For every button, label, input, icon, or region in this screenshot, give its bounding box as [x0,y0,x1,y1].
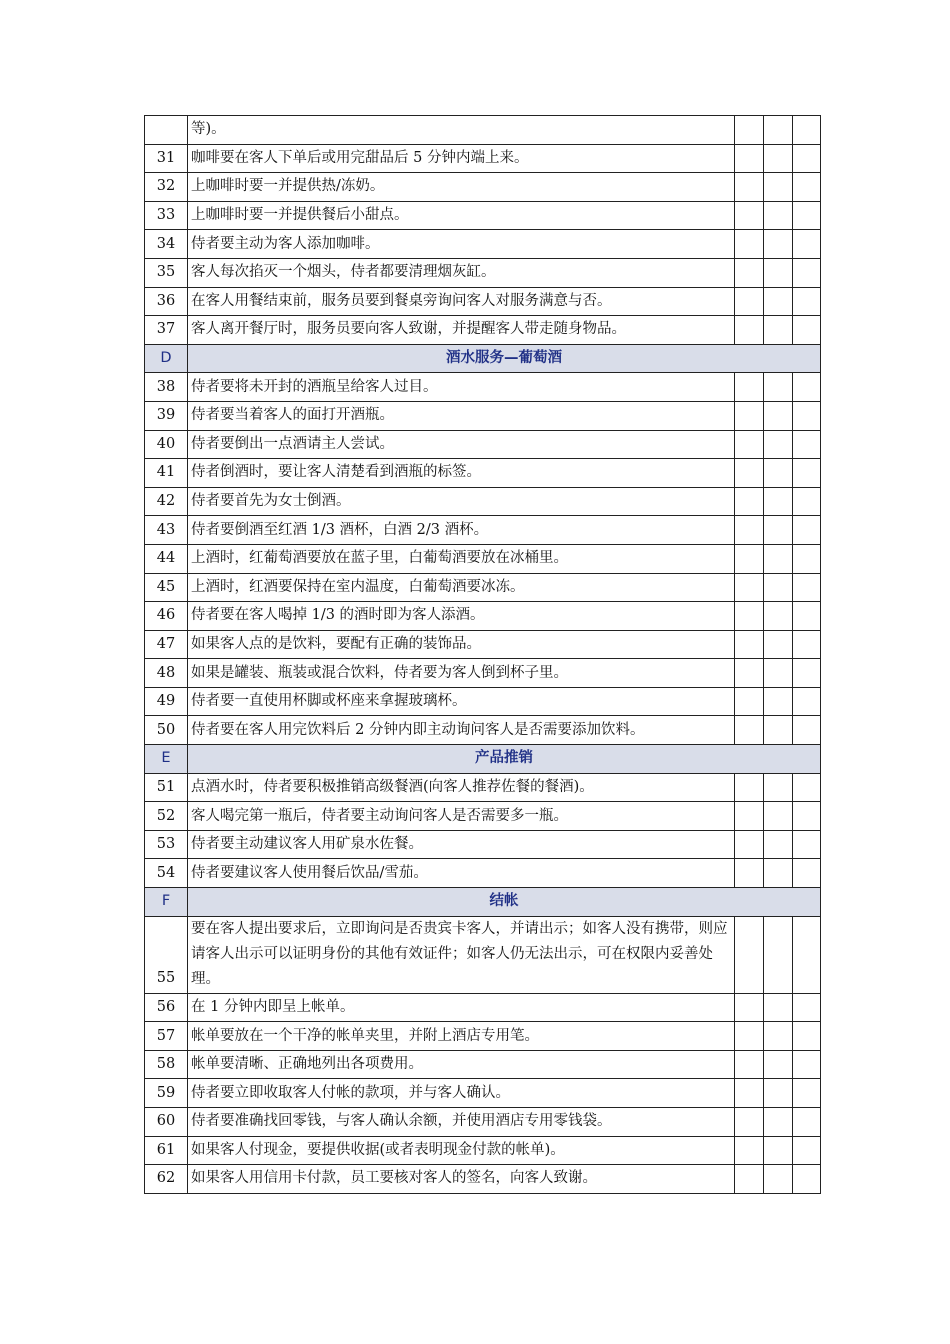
item-standard-text: 侍者倒酒时，要让客人清楚看到酒瓶的标签。 [188,459,735,488]
item-number: 55 [145,916,188,993]
check-cell-2[interactable] [764,516,793,545]
check-cell-3[interactable] [793,173,821,202]
check-cell-2[interactable] [764,773,793,802]
check-cell-1[interactable] [735,859,764,888]
check-cell-3[interactable] [793,1108,821,1137]
check-cell-1[interactable] [735,1050,764,1079]
check-cell-3[interactable] [793,659,821,688]
check-cell-1[interactable] [735,630,764,659]
item-standard-text: 要在客人提出要求后，立即询问是否贵宾卡客人，并请出示；如客人没有携带，则应请客人出示可以证明身份的其他有效证件；如客人仍无法出示，可在权限内妥善处理。 [188,916,735,993]
check-cell-2[interactable] [764,459,793,488]
check-cell-1[interactable] [735,201,764,230]
item-standard-text: 在 1 分钟内即呈上帐单。 [188,993,735,1022]
item-standard-text: 侍者要主动建议客人用矿泉水佐餐。 [188,830,735,859]
item-number: 61 [145,1136,188,1165]
table-row [145,287,821,316]
table-row [145,802,821,831]
check-cell-1[interactable] [735,287,764,316]
check-cell-3[interactable] [793,773,821,802]
item-standard-text: 客人每次掐灭一个烟头，侍者都要清理烟灰缸。 [188,258,735,287]
table-row [145,401,821,430]
check-cell-1[interactable] [735,544,764,573]
table-row [145,687,821,716]
table-row [145,144,821,173]
item-number: 36 [145,287,188,316]
item-standard-text: 帐单要放在一个干净的帐单夹里，并附上酒店专用笔。 [188,1022,735,1051]
item-number: 58 [145,1050,188,1079]
check-cell-2[interactable] [764,993,793,1022]
check-cell-1[interactable] [735,173,764,202]
check-cell-1[interactable] [735,316,764,345]
item-number: 46 [145,602,188,631]
check-cell-2[interactable] [764,258,793,287]
table-row [145,201,821,230]
check-cell-3[interactable] [793,373,821,402]
check-cell-2[interactable] [764,1022,793,1051]
section-code: F [145,888,188,917]
item-number: 32 [145,173,188,202]
table-row [145,373,821,402]
item-standard-text: 如果客人点的是饮料，要配有正确的装饰品。 [188,630,735,659]
table-row [145,116,821,145]
check-cell-2[interactable] [764,316,793,345]
section-code: E [145,745,188,774]
item-standard-text: 等)。 [188,116,735,145]
item-standard-text: 如果客人用信用卡付款，员工要核对客人的签名，向客人致谢。 [188,1165,735,1194]
check-cell-2[interactable] [764,373,793,402]
item-number: 60 [145,1108,188,1137]
item-standard-text: 在客人用餐结束前，服务员要到餐桌旁询问客人对服务满意与否。 [188,287,735,316]
item-standard-text: 客人离开餐厅时，服务员要向客人致谢，并提醒客人带走随身物品。 [188,316,735,345]
table-row [145,173,821,202]
table-row [145,1136,821,1165]
check-cell-3[interactable] [793,459,821,488]
check-cell-1[interactable] [735,144,764,173]
check-cell-1[interactable] [735,773,764,802]
item-number: 50 [145,716,188,745]
check-cell-2[interactable] [764,573,793,602]
check-cell-1[interactable] [735,373,764,402]
item-standard-text: 如果是罐装、瓶装或混合饮料，侍者要为客人倒到杯子里。 [188,659,735,688]
item-number: 41 [145,459,188,488]
check-cell-3[interactable] [793,1022,821,1051]
check-cell-3[interactable] [793,430,821,459]
item-standard-text: 侍者要倒酒至红酒 1/3 酒杯，白酒 2/3 酒杯。 [188,516,735,545]
item-standard-text: 侍者要主动为客人添加咖啡。 [188,230,735,259]
check-cell-2[interactable] [764,430,793,459]
item-standard-text: 咖啡要在客人下单后或用完甜品后 5 分钟内端上来。 [188,144,735,173]
check-cell-1[interactable] [735,258,764,287]
check-cell-1[interactable] [735,1165,764,1194]
check-cell-1[interactable] [735,1022,764,1051]
check-cell-3[interactable] [793,993,821,1022]
check-cell-3[interactable] [793,116,821,145]
service-checklist-table [144,115,821,1194]
item-number: 56 [145,993,188,1022]
check-cell-2[interactable] [764,859,793,888]
check-cell-2[interactable] [764,1050,793,1079]
item-number: 62 [145,1165,188,1194]
check-cell-1[interactable] [735,430,764,459]
check-cell-3[interactable] [793,573,821,602]
check-cell-2[interactable] [764,802,793,831]
table-row [145,993,821,1022]
item-number: 47 [145,630,188,659]
item-number: 37 [145,316,188,345]
table-row [145,602,821,631]
check-cell-2[interactable] [764,201,793,230]
check-cell-1[interactable] [735,659,764,688]
check-cell-1[interactable] [735,1136,764,1165]
item-number: 31 [145,144,188,173]
check-cell-1[interactable] [735,716,764,745]
check-cell-3[interactable] [793,287,821,316]
item-standard-text: 侍者要倒出一点酒请主人尝试。 [188,430,735,459]
table-row [145,316,821,345]
check-cell-1[interactable] [735,602,764,631]
item-number [145,116,188,145]
check-cell-3[interactable] [793,487,821,516]
check-cell-3[interactable] [793,602,821,631]
check-cell-2[interactable] [764,144,793,173]
check-cell-3[interactable] [793,144,821,173]
check-cell-2[interactable] [764,401,793,430]
item-number: 39 [145,401,188,430]
item-standard-text: 帐单要清晰、正确地列出各项费用。 [188,1050,735,1079]
item-standard-text: 侍者要一直使用杯脚或杯座来拿握玻璃杯。 [188,687,735,716]
item-standard-text: 上咖啡时要一并提供餐后小甜点。 [188,201,735,230]
check-cell-2[interactable] [764,287,793,316]
table-row [145,230,821,259]
item-number: 45 [145,573,188,602]
item-number: 43 [145,516,188,545]
item-standard-text: 侍者要首先为女士倒酒。 [188,487,735,516]
table-row [145,1050,821,1079]
item-number: 49 [145,687,188,716]
item-number: 52 [145,802,188,831]
item-number: 59 [145,1079,188,1108]
section-header-row [145,344,821,373]
item-standard-text: 侍者要在客人用完饮料后 2 分钟内即主动询问客人是否需要添加饮料。 [188,716,735,745]
item-number: 34 [145,230,188,259]
item-standard-text: 侍者要建议客人使用餐后饮品/雪茄。 [188,859,735,888]
table-row [145,830,821,859]
table-row [145,659,821,688]
check-cell-2[interactable] [764,116,793,145]
check-cell-1[interactable] [735,687,764,716]
check-cell-3[interactable] [793,516,821,545]
check-cell-3[interactable] [793,916,821,993]
check-cell-3[interactable] [793,401,821,430]
table-row [145,258,821,287]
check-cell-2[interactable] [764,173,793,202]
checklist-body [145,116,821,1194]
check-cell-1[interactable] [735,459,764,488]
check-cell-2[interactable] [764,630,793,659]
check-cell-1[interactable] [735,993,764,1022]
item-standard-text: 侍者要当着客人的面打开酒瓶。 [188,401,735,430]
check-cell-2[interactable] [764,1136,793,1165]
item-standard-text: 侍者要将未开封的酒瓶呈给客人过目。 [188,373,735,402]
check-cell-2[interactable] [764,830,793,859]
check-cell-2[interactable] [764,230,793,259]
check-cell-1[interactable] [735,830,764,859]
check-cell-3[interactable] [793,230,821,259]
check-cell-2[interactable] [764,687,793,716]
item-number: 48 [145,659,188,688]
item-standard-text: 上咖啡时要一并提供热/冻奶。 [188,173,735,202]
item-number: 51 [145,773,188,802]
table-row [145,1079,821,1108]
check-cell-1[interactable] [735,516,764,545]
section-title: 产品推销 [188,745,821,774]
check-cell-3[interactable] [793,716,821,745]
table-row [145,916,821,993]
check-cell-3[interactable] [793,1136,821,1165]
item-standard-text: 客人喝完第一瓶后，侍者要主动询问客人是否需要多一瓶。 [188,802,735,831]
section-header-row [145,745,821,774]
check-cell-3[interactable] [793,1079,821,1108]
check-cell-2[interactable] [764,1108,793,1137]
item-standard-text: 侍者要在客人喝掉 1/3 的酒时即为客人添酒。 [188,602,735,631]
section-code: D [145,344,188,373]
item-standard-text: 侍者要准确找回零钱，与客人确认余额，并使用酒店专用零钱袋。 [188,1108,735,1137]
item-number: 57 [145,1022,188,1051]
item-standard-text: 如果客人付现金，要提供收据(或者表明现金付款的帐单)。 [188,1136,735,1165]
check-cell-3[interactable] [793,316,821,345]
item-standard-text: 上酒时，红酒要保持在室内温度，白葡萄酒要冰冻。 [188,573,735,602]
check-cell-2[interactable] [764,659,793,688]
check-cell-1[interactable] [735,802,764,831]
table-row [145,573,821,602]
item-number: 53 [145,830,188,859]
check-cell-3[interactable] [793,258,821,287]
table-row [145,516,821,545]
section-title: 结帐 [188,888,821,917]
table-row [145,1165,821,1194]
item-number: 38 [145,373,188,402]
table-row [145,487,821,516]
check-cell-3[interactable] [793,201,821,230]
table-row [145,773,821,802]
check-cell-3[interactable] [793,859,821,888]
section-header-row [145,888,821,917]
check-cell-2[interactable] [764,602,793,631]
check-cell-1[interactable] [735,573,764,602]
check-cell-3[interactable] [793,830,821,859]
item-number: 42 [145,487,188,516]
check-cell-1[interactable] [735,1108,764,1137]
check-cell-1[interactable] [735,230,764,259]
table-row [145,859,821,888]
check-cell-3[interactable] [793,1050,821,1079]
check-cell-3[interactable] [793,802,821,831]
check-cell-2[interactable] [764,716,793,745]
check-cell-3[interactable] [793,687,821,716]
check-cell-1[interactable] [735,916,764,993]
check-cell-2[interactable] [764,1079,793,1108]
table-row [145,459,821,488]
item-number: 35 [145,258,188,287]
check-cell-2[interactable] [764,487,793,516]
check-cell-3[interactable] [793,544,821,573]
check-cell-2[interactable] [764,544,793,573]
item-number: 54 [145,859,188,888]
table-row [145,630,821,659]
check-cell-2[interactable] [764,916,793,993]
item-number: 40 [145,430,188,459]
item-standard-text: 侍者要立即收取客人付帐的款项，并与客人确认。 [188,1079,735,1108]
section-title: 酒水服务—葡萄酒 [188,344,821,373]
check-cell-1[interactable] [735,1079,764,1108]
table-row [145,544,821,573]
item-standard-text: 上酒时，红葡萄酒要放在蓝子里，白葡萄酒要放在冰桶里。 [188,544,735,573]
item-number: 44 [145,544,188,573]
check-cell-3[interactable] [793,1165,821,1194]
check-cell-3[interactable] [793,630,821,659]
table-row [145,1108,821,1137]
table-row [145,716,821,745]
check-cell-1[interactable] [735,116,764,145]
item-number: 33 [145,201,188,230]
check-cell-1[interactable] [735,401,764,430]
item-standard-text: 点酒水时，侍者要积极推销高级餐酒(向客人推荐佐餐的餐酒)。 [188,773,735,802]
check-cell-1[interactable] [735,487,764,516]
table-row [145,430,821,459]
table-row [145,1022,821,1051]
check-cell-2[interactable] [764,1165,793,1194]
